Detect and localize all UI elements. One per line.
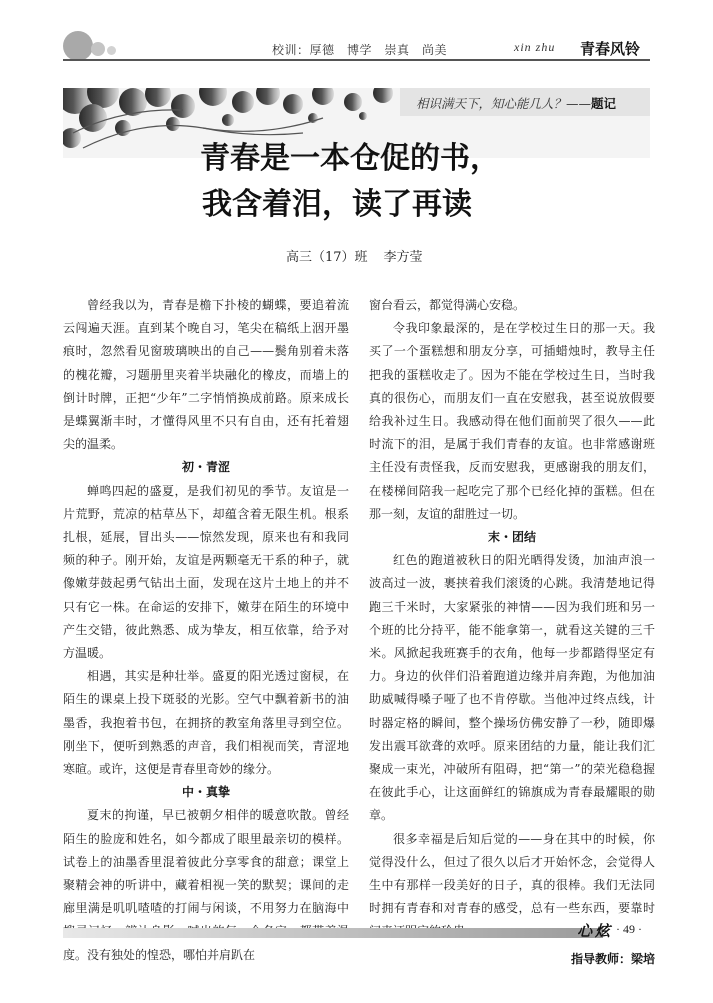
- epigraph-source: 题记: [591, 96, 617, 111]
- paragraph-continued: 窗台看云，都觉得满心安稳。: [369, 298, 526, 312]
- school-motto: 校训：厚德 博学 崇真 尚美: [272, 43, 448, 57]
- paragraph: 曾经我以为，青春是檐下扑棱的蝴蝶，要追着流云闯遍天涯。直到某个晚自习，笔尖在稿纸上洇开墨痕时，忽然看见窗玻璃映出的自己——鬓角别着未落的槐花瓣，习题册里夹着半块融化的橡皮，而墙上的倒计时牌，正把“少年”二字悄悄换成前路。原来成长是蝶翼渐丰时，才懂得风里不只有自由，还有托着翅尖的温柔。: [63, 298, 349, 452]
- body-column-right: [369, 294, 655, 971]
- body-column-left: [63, 294, 349, 967]
- page-number: · 49 ·: [616, 922, 642, 936]
- circle-icon: [63, 31, 93, 61]
- article-title: [200, 136, 500, 228]
- footer-bar: [63, 928, 603, 938]
- author-name: 李方莹: [383, 250, 423, 265]
- section-heading: 末・团结: [487, 530, 536, 545]
- advisor-credit: 指导教师：梁培: [570, 951, 655, 966]
- paragraph: 红色的跑道被秋日的阳光晒得发烫，加油声浪一波高过一波，裹挟着我们滚烫的心跳。我清楚地记得跑三千米时，大家紧张的神情——因为我们班和另一个班的比分持平，能不能拿第一，就看这关键的三千米。风掀起我班赛手的衣角，他每一步都踏得坚定有力。身边的伙伴们沿着跑道边缘并肩奔跑，为他加油助威喊得嗓子哑了也不肯停歇。当他冲过终点线，计时器定格的瞬间，整个操场仿佛安静了一秒，随即爆发出震耳欲聋的欢呼。原来团结的力量，能让我们汇聚成一束光，冲破所有阻碍，把“第一”的荣光稳稳握在彼此手心，让这面鲜红的锦旗成为青春最耀眼的勋章。: [369, 553, 655, 823]
- paragraph: 很多幸福是后知后觉的——身在其中的时候，你觉得没什么，但过了很久以后才开始怀念，会觉得人生中有那样一段美好的日子，真的很棒。我们无法同时拥有青春和对青春的感受，总有一些东西，要靠时: [369, 831, 655, 916]
- paragraph: 令我印象最深的，是在学校过生日的那一天。我买了一个蛋糕想和朋友分享，可插蜡烛时，教导主任把我的蛋糕收走了。因为不能在学校过生日，当时我真的很伤心，而朋友们一直在安慰我，甚至说放假要给我补过生日。我感动得在他们面前哭了很久——此时流下的泪，是属于我们青春的友谊。也非常感谢班主任没有责怪我，反而安慰我，更感谢我的朋友们，在楼梯间陪我一起吃完了那个已经化掉的蛋糕。但在那一刻，友谊的甜胜过一切。: [369, 321, 655, 521]
- section-heading: 中・真挚: [181, 785, 230, 800]
- column-brand: 青春风铃: [580, 40, 641, 58]
- circle-icon: [107, 46, 116, 55]
- paragraph: 相遇，其实是种壮举。盛夏的阳光透过窗棂，在陌生的课桌上投下斑驳的光影。空气中飘着新书的油墨香，我抱着书包，在拥挤的教室角落里寻到空位。刚坐下，便听到熟悉的声音，我们相视而笑，青涩地寒暄。或许，这便是青春里奇妙的缘分。: [63, 669, 349, 777]
- author-class: 高三（17）班: [286, 250, 368, 265]
- title-line-2: 我含着泪，读了再读: [202, 187, 472, 222]
- magazine-name: 心炫: [577, 922, 614, 940]
- paragraph: 蝉鸣四起的盛夏，是我们初见的季节。友谊是一片荒野，荒凉的枯草丛下，却蕴含着无限生机。根系扎根，延展，冒出头——惊然发现，原来也有和我同频的种子。刚开始，友谊是两颗毫无干系的种子，就像嫩芽鼓起勇气钻出土面，发现在这片土地上的并不只有它一株。在命运的安排下，嫩芽在陌生的环境中产生交错，彼此熟悉、成为挚友，相互依靠，给予对方温暖。: [63, 483, 349, 661]
- header-divider: [63, 59, 650, 61]
- circle-icon: [91, 42, 105, 56]
- byline: [286, 246, 423, 265]
- epigraph: 相识满天下，知心能几人？——题记: [416, 96, 617, 111]
- title-line-1: 青春是一本仓促的书，: [200, 141, 500, 176]
- section-heading: 初・青涩: [181, 460, 230, 475]
- header-pinyin: xin zhu: [514, 40, 556, 54]
- paragraph: 夏末的拘谨，早已被朝夕相伴的暖意吹散。曾经陌生的脸庞和姓名，如今都成了眼里最亲切的模样。试卷上的油墨香里混着彼此分享零食的甜意；课堂上聚精会神的听讲中，藏着相视一笑的默契；课间的走廊里满是叽叽喳喳的打闹与闲谈，不用努力在脑海中 度。没有独处的惶恐，哪怕并肩趴在: [63, 808, 349, 962]
